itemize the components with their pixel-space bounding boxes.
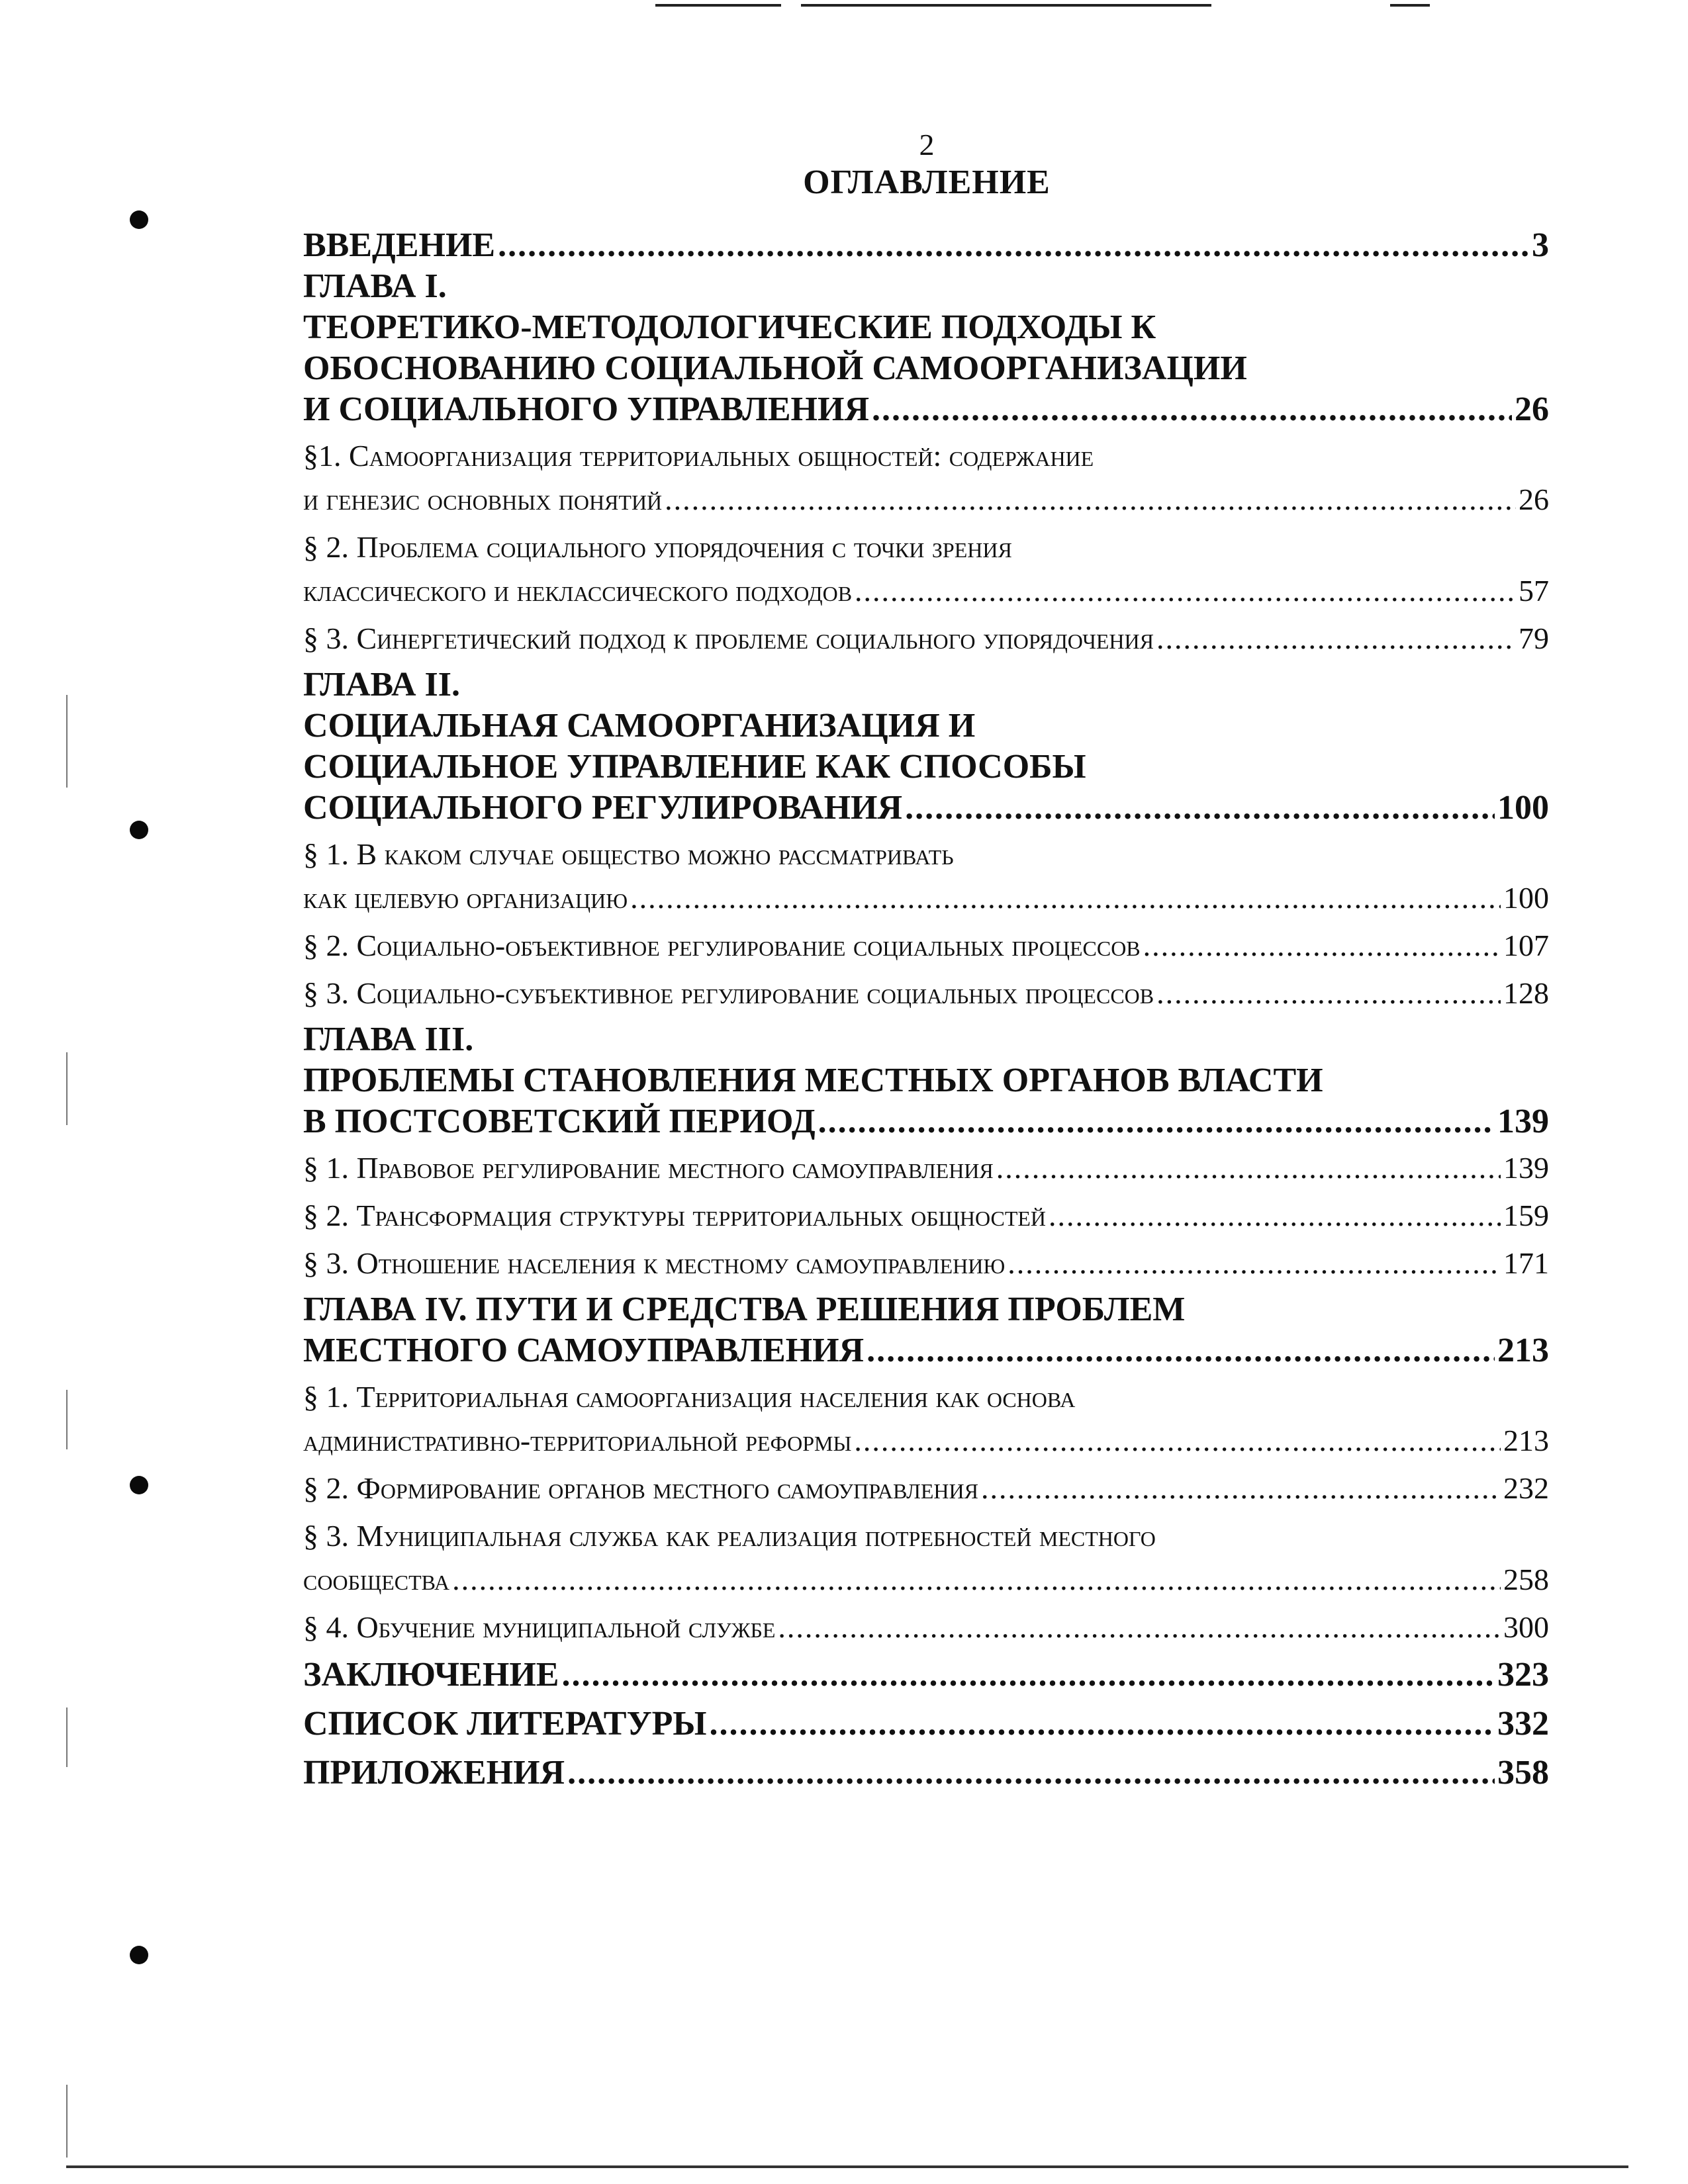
toc-entry-ch2-section-2[interactable] <box>303 924 1549 968</box>
scan-top-rule <box>801 4 1211 7</box>
chapter-title-line: СОЦИАЛЬНАЯ САМООРГАНИЗАЦИЯ И <box>303 707 976 745</box>
entry-page: 107 <box>1503 929 1549 962</box>
entry-page: 79 <box>1519 621 1549 655</box>
entry-title: СПИСОК ЛИТЕРАТУРЫ <box>303 1705 707 1743</box>
toc-entry-chapter-4[interactable] <box>303 1289 1549 1371</box>
dot-leader <box>867 1330 1495 1371</box>
dot-leader <box>854 1419 1501 1463</box>
scan-margin-line <box>66 1052 68 1125</box>
table-of-contents <box>303 225 1549 1794</box>
section-title-line: § 4. Обучение муниципальной службе <box>303 1610 776 1644</box>
punch-hole-icon <box>130 210 148 229</box>
entry-title: ЗАКЛЮЧЕНИЕ <box>303 1656 559 1694</box>
page-number: 2 <box>919 128 935 161</box>
scan-margin-line <box>66 695 68 788</box>
punch-hole-icon <box>130 1946 148 1964</box>
chapter-title-line: ОБОСНОВАНИЮ СОЦИАЛЬНОЙ САМООРГАНИЗАЦИИ <box>303 349 1247 387</box>
chapter-title-line: СОЦИАЛЬНОЕ УПРАВЛЕНИЕ КАК СПОСОБЫ <box>303 748 1086 786</box>
chapter-title-line: И СОЦИАЛЬНОГО УПРАВЛЕНИЯ <box>303 390 870 428</box>
scan-top-rule <box>655 4 781 7</box>
section-title-line: § 2. Проблема социального упорядочения с точки зрения <box>303 530 1012 564</box>
section-title-line: § 3. Отношение населения к местному самоуправлению <box>303 1246 1006 1280</box>
section-title-line: классического и неклассического подходов <box>303 574 853 608</box>
dot-leader <box>1049 1194 1501 1238</box>
entry-page: 100 <box>1497 789 1549 827</box>
chapter-label: ГЛАВА III. <box>303 1021 474 1058</box>
toc-entry-ch4-section-4[interactable] <box>303 1606 1549 1649</box>
toc-entry-chapter-2[interactable] <box>303 664 1549 829</box>
toc-entry-ch3-section-3[interactable] <box>303 1242 1549 1285</box>
scan-bottom-rule <box>66 2165 1628 2168</box>
dot-leader <box>630 876 1501 920</box>
entry-page: 139 <box>1503 1151 1549 1185</box>
section-title-line: § 1. В каком случае общество можно рассматривать <box>303 837 954 871</box>
chapter-title-line: ГЛАВА IV. ПУТИ И СРЕДСТВА РЕШЕНИЯ ПРОБЛЕМ <box>303 1291 1186 1328</box>
scan-margin-line <box>66 2085 68 2158</box>
toc-entry-introduction[interactable] <box>303 225 1549 266</box>
section-title-line: § 1. Правовое регулирование местного самоуправления <box>303 1151 994 1185</box>
toc-entry-ch4-section-3[interactable] <box>303 1514 1549 1602</box>
section-title-line: § 3. Синергетический подход к проблеме социального упорядочения <box>303 621 1154 655</box>
entry-page: 139 <box>1497 1103 1549 1140</box>
dot-leader <box>818 1101 1495 1142</box>
dot-leader <box>855 569 1516 613</box>
chapter-title-line: МЕСТНОГО САМОУПРАВЛЕНИЯ <box>303 1332 865 1369</box>
dot-leader <box>1156 617 1516 660</box>
dot-leader <box>709 1704 1495 1745</box>
toc-entry-chapter-1[interactable] <box>303 266 1549 430</box>
scan-margin-line <box>66 1390 68 1449</box>
entry-page: 323 <box>1497 1656 1549 1694</box>
dot-leader <box>665 478 1516 522</box>
toc-entry-ch1-section-2[interactable] <box>303 525 1549 613</box>
dot-leader <box>1008 1242 1501 1285</box>
section-title-line: § 2. Трансформация структуры территориальных общностей <box>303 1199 1047 1232</box>
toc-entry-ch1-section-3[interactable] <box>303 617 1549 660</box>
toc-entry-ch1-section-1[interactable] <box>303 434 1549 522</box>
entry-page: 213 <box>1503 1424 1549 1457</box>
toc-entry-appendices[interactable] <box>303 1752 1549 1794</box>
entry-page: 128 <box>1503 976 1549 1010</box>
chapter-label: ГЛАВА II. <box>303 666 460 704</box>
section-title-line: § 2. Формирование органов местного самоуправления <box>303 1471 978 1505</box>
chapter-title-line: СОЦИАЛЬНОГО РЕГУЛИРОВАНИЯ <box>303 789 903 827</box>
toc-entry-ch2-section-1[interactable] <box>303 833 1549 920</box>
toc-entry-ch3-section-1[interactable] <box>303 1146 1549 1190</box>
entry-page: 332 <box>1497 1705 1549 1743</box>
chapter-title-line: ПРОБЛЕМЫ СТАНОВЛЕНИЯ МЕСТНЫХ ОРГАНОВ ВЛАСТИ <box>303 1062 1323 1099</box>
dot-leader <box>778 1606 1501 1649</box>
toc-entry-literature[interactable] <box>303 1704 1549 1745</box>
entry-page: 3 <box>1532 226 1549 264</box>
punch-hole-icon <box>130 1476 148 1494</box>
toc-entry-ch4-section-2[interactable] <box>303 1467 1549 1510</box>
section-title-line: § 1. Территориальная самоорганизация населения как основа <box>303 1380 1076 1414</box>
section-title-line: § 3. Муниципальная служба как реализация потребностей местного <box>303 1519 1156 1553</box>
section-title-line: сообщества <box>303 1563 450 1596</box>
dot-leader <box>498 225 1529 266</box>
entry-title: ВВЕДЕНИЕ <box>303 226 496 264</box>
dot-leader <box>996 1146 1501 1190</box>
entry-page: 300 <box>1503 1610 1549 1644</box>
section-title-line: как целевую организацию <box>303 881 628 915</box>
entry-page: 213 <box>1497 1332 1549 1369</box>
section-title-line: § 3. Социально-субъективное регулирование социальных процессов <box>303 976 1154 1010</box>
toc-entry-chapter-3[interactable] <box>303 1019 1549 1142</box>
chapter-title-line: ТЕОРЕТИКО-МЕТОДОЛОГИЧЕСКИЕ ПОДХОДЫ К <box>303 308 1156 346</box>
section-title-line: административно-территориальной реформы <box>303 1424 852 1457</box>
section-title-line: §1. Самоорганизация территориальных общностей: содержание <box>303 439 1094 473</box>
toc-entry-ch4-section-1[interactable] <box>303 1375 1549 1463</box>
entry-page: 26 <box>1515 390 1549 428</box>
toc-entry-conclusion[interactable] <box>303 1655 1549 1696</box>
scan-margin-line <box>66 1707 68 1767</box>
entry-page: 100 <box>1503 881 1549 915</box>
section-title-line: § 2. Социально-объективное регулирование социальных процессов <box>303 929 1141 962</box>
entry-page: 232 <box>1503 1471 1549 1505</box>
dot-leader <box>1143 924 1501 968</box>
dot-leader <box>1156 972 1501 1015</box>
punch-hole-icon <box>130 821 148 839</box>
entry-page: 57 <box>1519 574 1549 608</box>
chapter-label: ГЛАВА I. <box>303 267 447 305</box>
entry-page: 358 <box>1497 1754 1549 1792</box>
toc-entry-ch2-section-3[interactable] <box>303 972 1549 1015</box>
entry-page: 171 <box>1503 1246 1549 1280</box>
entry-page: 258 <box>1503 1563 1549 1596</box>
toc-entry-ch3-section-2[interactable] <box>303 1194 1549 1238</box>
dot-leader <box>561 1655 1495 1696</box>
section-title-line: и генезис основных понятий <box>303 482 663 516</box>
dot-leader <box>905 788 1495 829</box>
dot-leader <box>452 1558 1501 1602</box>
entry-title: ПРИЛОЖЕНИЯ <box>303 1754 565 1792</box>
entry-page: 159 <box>1503 1199 1549 1232</box>
entry-page: 26 <box>1519 482 1549 516</box>
dot-leader <box>567 1752 1495 1794</box>
toc-title: ОГЛАВЛЕНИЕ <box>803 163 1051 201</box>
chapter-title-line: В ПОСТСОВЕТСКИЙ ПЕРИОД <box>303 1103 816 1140</box>
dot-leader <box>981 1467 1501 1510</box>
scan-top-rule <box>1390 4 1430 7</box>
dot-leader <box>872 389 1512 430</box>
